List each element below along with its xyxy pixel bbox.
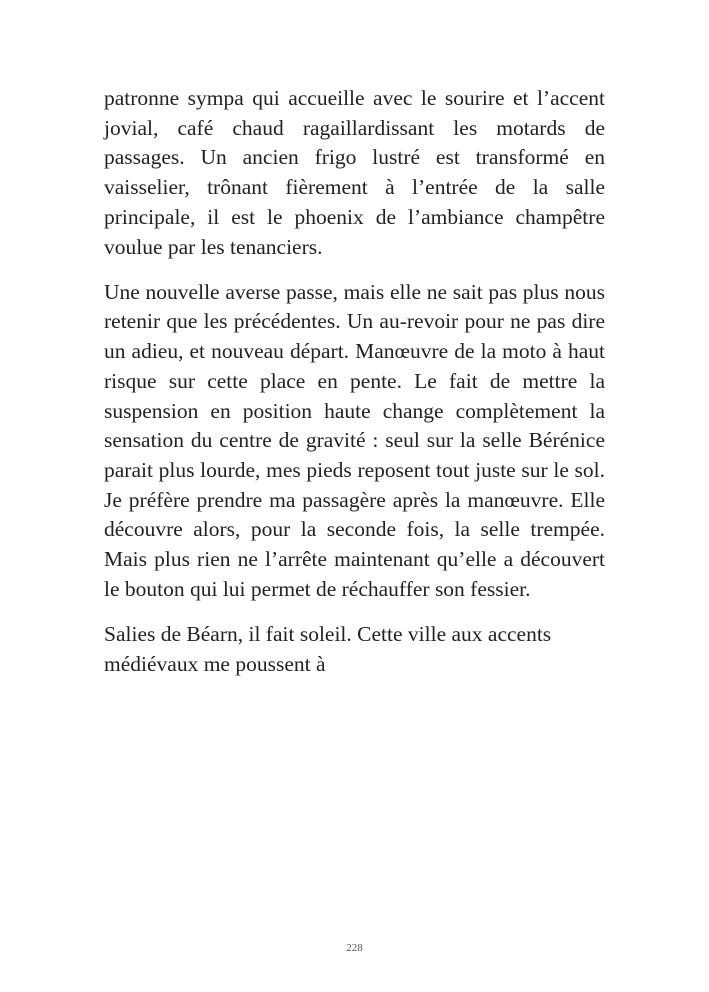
body-text — [104, 84, 605, 695]
paragraph: Une nouvelle averse passe, mais elle ne sait pas plus nous retenir que les précédentes. Un au-revoir pour ne pas dire un adieu, et nouveau départ. Manœuvre de la moto à haut risque sur cette place en pente. Le fait de mettre la suspension en position haute change complètement la sensation du centre de gravité : seul sur la selle Bérénice parait plus lourde, mes pieds reposent tout juste sur le sol. Je préfère prendre ma passagère après la manœuvre. Elle découvre alors, pour la seconde fois, la selle trempée. Mais plus rien ne l’arrête maintenant qu’elle a découvert le bouton qui lui permet de réchauffer son fessier. — [104, 279, 605, 601]
paragraph: Salies de Béarn, il fait soleil. Cette ville aux accents médiévaux me poussent à — [104, 621, 552, 676]
page-number: 228 — [346, 942, 363, 954]
paragraph: patronne sympa qui accueille avec le sourire et l’accent jovial, café chaud ragaillardissant les motards de passages. Un ancien frigo lustré est transformé en vaisselier, trônant fièrement à l’entrée de la salle principale, il est le phoenix de l’ambiance champêtre voulue par les tenanciers. — [104, 86, 605, 259]
